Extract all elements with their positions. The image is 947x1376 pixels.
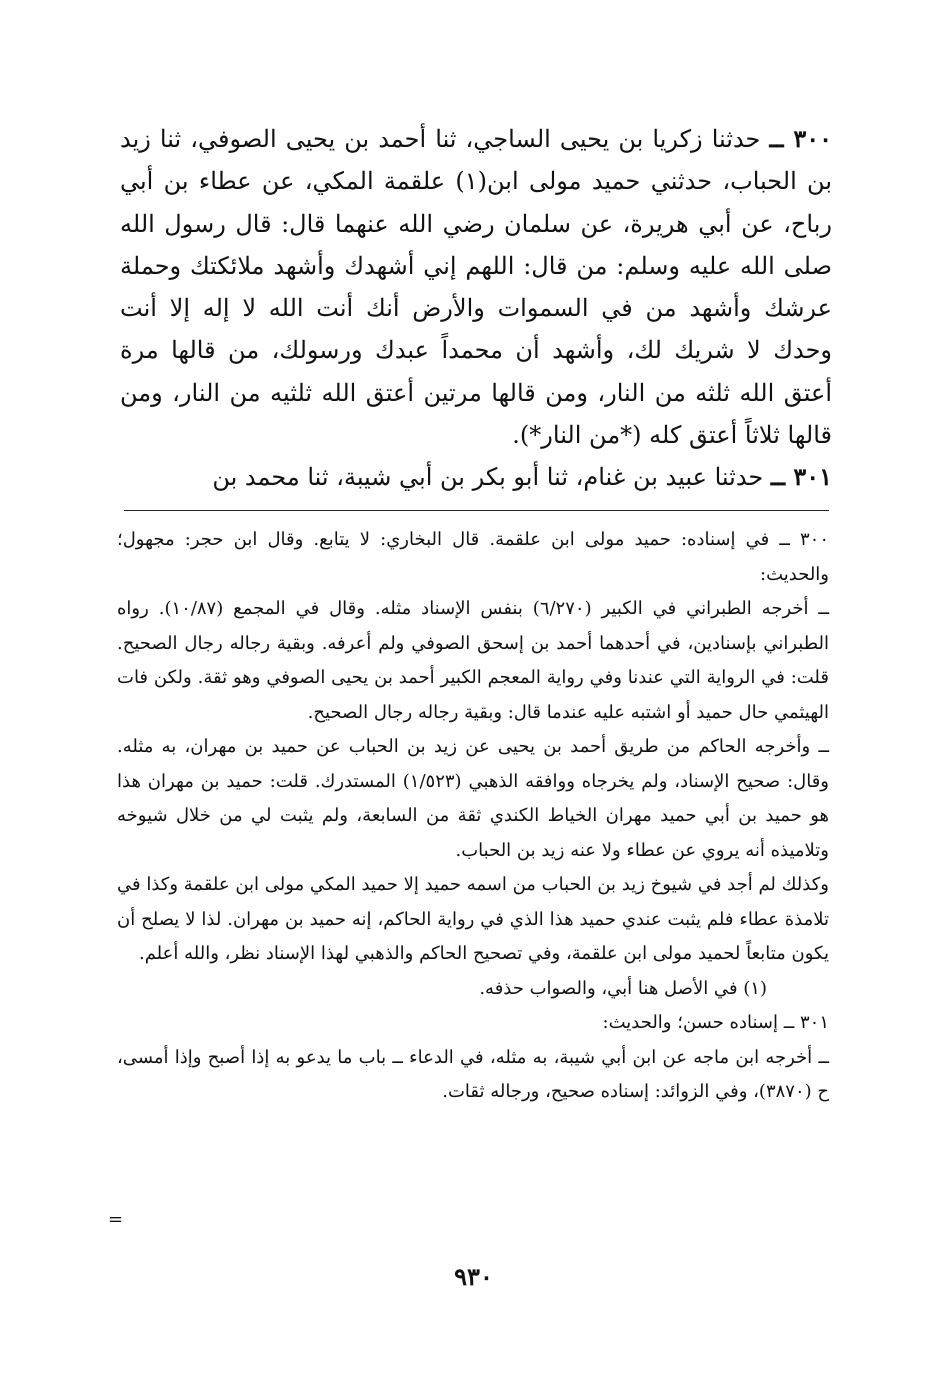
- continuation-mark: =: [108, 1209, 124, 1230]
- footnote-1: (١) في الأصل هنا أبي، والصواب حذفه.: [479, 977, 767, 999]
- hadith-301-number: ٣٠١ ــ: [770, 462, 832, 492]
- footnote-divider: [124, 510, 829, 511]
- hadith-300: [120, 118, 832, 456]
- hadith-301: [120, 456, 832, 498]
- note-300-intro: ٣٠٠ ــ في إسناده: حميد مولى ابن علقمة. قال البخاري: لا يتابع. وقال ابن حجر: مجهول؛ والحديث:: [117, 529, 829, 585]
- page-number: ٩٣٠: [454, 1262, 493, 1291]
- main-text-block: [120, 118, 832, 499]
- note-300-paragraph-3: وكذلك لم أجد في شيوخ زيد بن الحباب من اسمه حميد إلا حميد المكي مولى ابن علقمة وكذا في تلامذة عطاء فلم يثبت عندي حميد هذا الذي في رواية الحاكم، إنه حميد بن مهران. لذا لا يصلح أن يكون متابعاً لحميد مولى ابن علقمة، وفي تصحيح الحاكم والذهبي لهذا الإسناد نظر، والله أعلم.: [117, 874, 829, 964]
- note-301-intro: ٣٠١ ــ إسناده حسن؛ والحديث:: [602, 1012, 829, 1033]
- note-300-paragraph-2: ــ وأخرجه الحاكم من طريق أحمد بن يحيى عن زيد بن الحباب عن حميد بن مهران، به مثله. وقال: صحيح الإسناد، ولم يخرجاه ووافقه الذهبي (١/٥٢٣) المستدرك. قلت: حميد بن مهران هذا هو حميد بن أبي حميد مهران الخياط الكندي ثقة من السابعة، ولم يثبت لي من خلال شيوخه وتلاميذه أنه يروي عن عطاء ولا عنه زيد بن الحباب.: [117, 736, 829, 861]
- hadith-300-text: حدثنا زكريا بن يحيى الساجي، ثنا أحمد بن يحيى الصوفي، ثنا زيد بن الحباب، حدثني حميد مولى ابن(١) علقمة المكي، عن عطاء بن أبي رباح، عن أبي هريرة، عن سلمان رضي الله عنهما قال: قال رسول الله صلى الله عليه وسلم: من قال: اللهم إني أشهدك وأشهد ملائكتك وحملة عرشك وأشهد من في السموات والأرض أنك أنت الله لا إله إلا أنت وحدك لا شريك لك، وأشهد أن محمداً عبدك ورسولك، من قالها مرة أعتق الله ثلثه من النار، ومن قالها مرتين أعتق الله ثلثيه من النار، ومن قالها ثلاثاً أعتق كله (*من النار*).: [120, 125, 833, 450]
- hadith-300-number: ٣٠٠ ــ: [769, 124, 832, 153]
- hadith-301-text: حدثنا عبيد بن غنام، ثنا أبو بكر بن أبي شيبة، ثنا محمد بن: [212, 463, 764, 492]
- note-300-paragraph-1: ــ أخرجه الطبراني في الكبير (٦/٢٧٠) بنفس الإسناد مثله. وقال في المجمع (١٠/٨٧). رواه الطبراني بإسنادين، في أحدهما أحمد بن إسحق الصوفي ولم أعرفه. وبقية رجاله رجال الصحيح. قلت: في الرواية التي عندنا وفي رواية المعجم الكبير أحمد بن يحيى الصوفي وهو ثقة. ولكن فات الهيثمي حال حميد أو اشتبه عليه عندما قال: وبقية رجاله رجال الصحيح.: [117, 598, 829, 723]
- footnotes-block: [117, 523, 829, 1110]
- note-301-paragraph-1: ــ أخرجه ابن ماجه عن ابن أبي شيبة، به مثله، في الدعاء ــ باب ما يدعو به إذا أصبح وإذا أمسى، ح (٣٨٧٠)، وفي الزوائد: إسناده صحيح، ورجاله ثقات.: [117, 1046, 829, 1102]
